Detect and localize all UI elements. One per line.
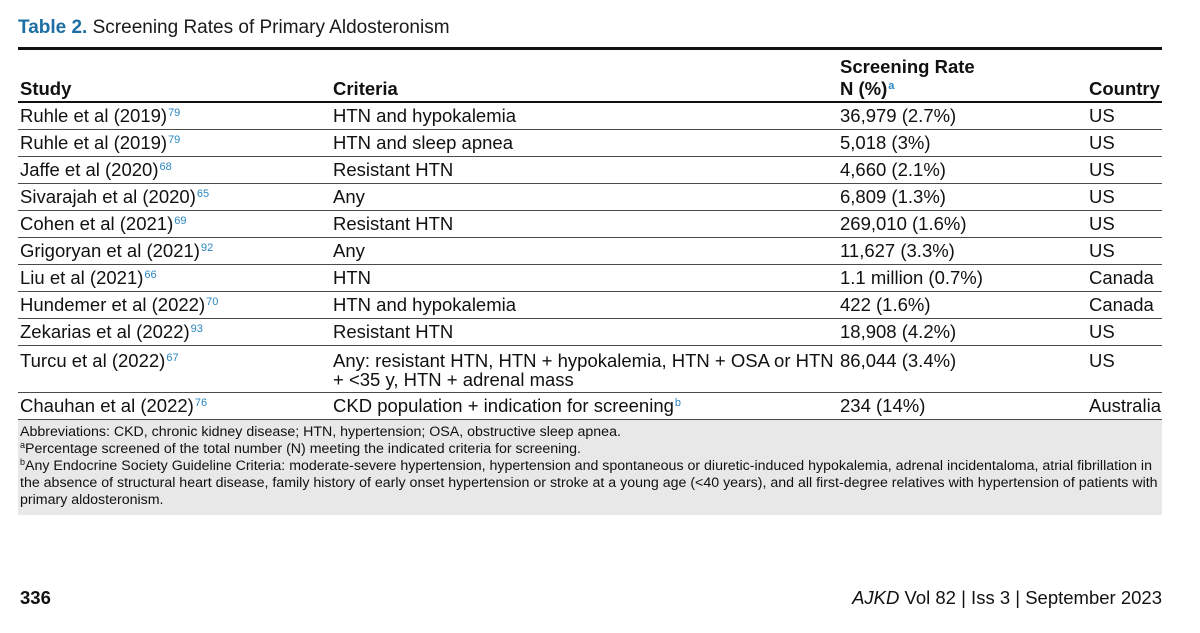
- cell-criteria: [331, 238, 838, 265]
- table-row: [18, 157, 1162, 184]
- cell-country-text: Canada: [1089, 294, 1154, 315]
- cell-screening-rate: [838, 346, 1087, 393]
- cell-country: [1087, 130, 1162, 157]
- cell-study: [18, 157, 331, 184]
- reference-link[interactable]: 67: [166, 352, 179, 364]
- cell-criteria-text: Resistant HTN: [333, 213, 454, 234]
- cell-screening-rate: [838, 319, 1087, 346]
- footnote-b: [20, 458, 1162, 509]
- cell-study: [18, 184, 331, 211]
- cell-study-text: Sivarajah et al (2020): [20, 186, 196, 207]
- screening-table: [18, 50, 1162, 420]
- cell-country: [1087, 211, 1162, 238]
- cell-country: [1087, 346, 1162, 393]
- cell-country-text: US: [1089, 105, 1115, 126]
- cell-criteria-text: Any: resistant HTN, HTN + hypokalemia, HTN + OSA or HTN + <35 y, HTN + adrenal mass: [333, 350, 834, 390]
- footnote-b-text: Any Endocrine Society Guideline Criteria: moderate-severe hypertension, hypertension and spontaneous or diuretic-induced hypokalemia, adrenal incidentaloma, atrial fibrillation in the absence of structural heart disease, family history of early onset hypertension or stroke at a young age (<40 years), and all first-degree relatives with hypertension of patients with primary aldosteronism.: [20, 458, 1158, 508]
- cell-country-text: US: [1089, 186, 1115, 207]
- cell-screening-rate: [838, 393, 1087, 420]
- cell-study-text: Hundemer et al (2022): [20, 294, 206, 315]
- cell-country-text: US: [1089, 132, 1115, 153]
- table-row: [18, 211, 1162, 238]
- cell-criteria: [331, 292, 838, 319]
- cell-country-text: US: [1089, 240, 1115, 261]
- cell-country: [1087, 265, 1162, 292]
- cell-screening-rate-text: 5,018 (3%): [840, 132, 931, 153]
- cell-study-text: Chauhan et al (2022): [20, 395, 194, 416]
- cell-study: [18, 102, 331, 130]
- cell-country: [1087, 292, 1162, 319]
- cell-screening-rate-text: 86,044 (3.4%): [840, 350, 957, 371]
- cell-screening-rate-text: 234 (14%): [840, 395, 926, 416]
- cell-study-text: Liu et al (2021): [20, 267, 144, 288]
- cell-criteria-text: HTN and sleep apnea: [333, 132, 513, 153]
- cell-criteria-text: Resistant HTN: [333, 321, 454, 342]
- cell-screening-rate: [838, 157, 1087, 184]
- table-row: [18, 238, 1162, 265]
- cell-country: [1087, 157, 1162, 184]
- footnote-a-marker: a: [888, 80, 895, 92]
- journal-name: AJKD: [852, 587, 900, 608]
- header-country: Country: [1089, 78, 1160, 99]
- header-row: [18, 50, 1162, 102]
- cell-country: [1087, 393, 1162, 420]
- cell-criteria-text: HTN and hypokalemia: [333, 294, 517, 315]
- cell-criteria-text: Resistant HTN: [333, 159, 454, 180]
- footnote-a-label: a: [20, 440, 26, 450]
- cell-criteria: [331, 319, 838, 346]
- cell-criteria: [331, 184, 838, 211]
- cell-criteria-text: CKD population + indication for screening: [333, 395, 674, 416]
- cell-study: [18, 393, 331, 420]
- cell-screening-rate-text: 422 (1.6%): [840, 294, 931, 315]
- cell-country-text: US: [1089, 159, 1115, 180]
- cell-screening-rate: [838, 211, 1087, 238]
- cell-screening-rate: [838, 102, 1087, 130]
- header-criteria: Criteria: [333, 78, 398, 99]
- cell-country-text: US: [1089, 321, 1115, 342]
- cell-country: [1087, 319, 1162, 346]
- reference-link[interactable]: 68: [159, 161, 172, 173]
- cell-country: [1087, 102, 1162, 130]
- cell-screening-rate: [838, 265, 1087, 292]
- cell-criteria: [331, 130, 838, 157]
- reference-link[interactable]: 69: [174, 215, 187, 227]
- cell-study-text: Cohen et al (2021): [20, 213, 174, 234]
- cell-screening-rate: [838, 130, 1087, 157]
- reference-link[interactable]: 92: [200, 242, 214, 254]
- header-study: Study: [20, 78, 72, 99]
- cell-criteria: [331, 265, 838, 292]
- cell-study-text: Zekarias et al (2022): [20, 321, 190, 342]
- cell-study: [18, 265, 331, 292]
- cell-country: [1087, 184, 1162, 211]
- cell-criteria-text: Any: [333, 186, 365, 207]
- cell-country: [1087, 238, 1162, 265]
- header-screening-rate: [838, 50, 1087, 102]
- cell-screening-rate: [838, 184, 1087, 211]
- abbreviations-note: Abbreviations: CKD, chronic kidney disease; HTN, hypertension; OSA, obstructive sleep apnea.: [20, 424, 621, 440]
- cell-study: [18, 211, 331, 238]
- reference-link[interactable]: 76: [194, 397, 208, 409]
- cell-criteria-text: Any: [333, 240, 365, 261]
- table-container: [18, 47, 1162, 515]
- table-row: [18, 265, 1162, 292]
- cell-screening-rate: [838, 292, 1087, 319]
- page-footer: [18, 587, 1162, 611]
- cell-study: [18, 319, 331, 346]
- table-label: Table 2.: [18, 17, 88, 38]
- cell-screening-rate-text: 269,010 (1.6%): [840, 213, 967, 234]
- cell-screening-rate-text: 11,627 (3.3%): [840, 240, 955, 261]
- table-caption: [18, 16, 450, 40]
- reference-link[interactable]: 70: [206, 296, 219, 308]
- footnote-b-marker: b: [674, 397, 682, 409]
- table-notes: [18, 420, 1162, 515]
- cell-screening-rate-text: 4,660 (2.1%): [840, 159, 946, 180]
- cell-study: [18, 130, 331, 157]
- table-row: [18, 346, 1162, 393]
- cell-criteria-text: HTN and hypokalemia: [333, 105, 517, 126]
- table-row: [18, 102, 1162, 130]
- cell-country-text: Australia: [1089, 395, 1161, 416]
- footnote-a-text: Percentage screened of the total number (N) meeting the indicated criteria for screening.: [25, 441, 581, 457]
- table-title: Screening Rates of Primary Aldosteronism: [92, 17, 450, 38]
- cell-criteria: [331, 211, 838, 238]
- cell-country-text: Canada: [1089, 267, 1154, 288]
- cell-criteria: [331, 157, 838, 184]
- journal-citation: [852, 587, 1162, 609]
- cell-criteria: [331, 393, 838, 420]
- footnote-b-label: b: [20, 457, 26, 467]
- cell-screening-rate-text: 36,979 (2.7%): [840, 105, 957, 126]
- reference-link[interactable]: 93: [190, 323, 203, 335]
- table-row: [18, 184, 1162, 211]
- cell-criteria-text: HTN: [333, 267, 372, 288]
- table-body: [18, 102, 1162, 420]
- cell-criteria: [331, 102, 838, 130]
- header-rate-line2: N (%): [840, 78, 888, 99]
- cell-study-text: Turcu et al (2022): [20, 350, 166, 371]
- reference-link[interactable]: 65: [196, 188, 210, 200]
- cell-screening-rate-text: 1.1 million (0.7%): [840, 267, 983, 288]
- cell-country-text: US: [1089, 213, 1115, 234]
- cell-study-text: Grigoryan et al (2021): [20, 240, 200, 261]
- table-row: [18, 319, 1162, 346]
- table-row: [18, 130, 1162, 157]
- journal-issue: Vol 82 | Iss 3 | September 2023: [904, 587, 1162, 608]
- cell-study: [18, 238, 331, 265]
- cell-study-text: Ruhle et al (2019): [20, 132, 168, 153]
- cell-study-text: Ruhle et al (2019): [20, 105, 168, 126]
- reference-link[interactable]: 79: [168, 107, 181, 119]
- page: [18, 0, 1162, 633]
- cell-criteria: [331, 346, 838, 393]
- page-number: 336: [20, 587, 51, 608]
- cell-study: [18, 292, 331, 319]
- reference-link[interactable]: 79: [168, 134, 181, 146]
- table-row: [18, 393, 1162, 420]
- cell-screening-rate: [838, 238, 1087, 265]
- header-rate-line1: Screening Rate: [840, 56, 975, 77]
- table-row: [18, 292, 1162, 319]
- cell-study: [18, 346, 331, 393]
- cell-study-text: Jaffe et al (2020): [20, 159, 159, 180]
- cell-screening-rate-text: 6,809 (1.3%): [840, 186, 946, 207]
- cell-country-text: US: [1089, 350, 1115, 371]
- footnote-a: [20, 441, 1162, 458]
- cell-screening-rate-text: 18,908 (4.2%): [840, 321, 957, 342]
- reference-link[interactable]: 66: [144, 269, 157, 281]
